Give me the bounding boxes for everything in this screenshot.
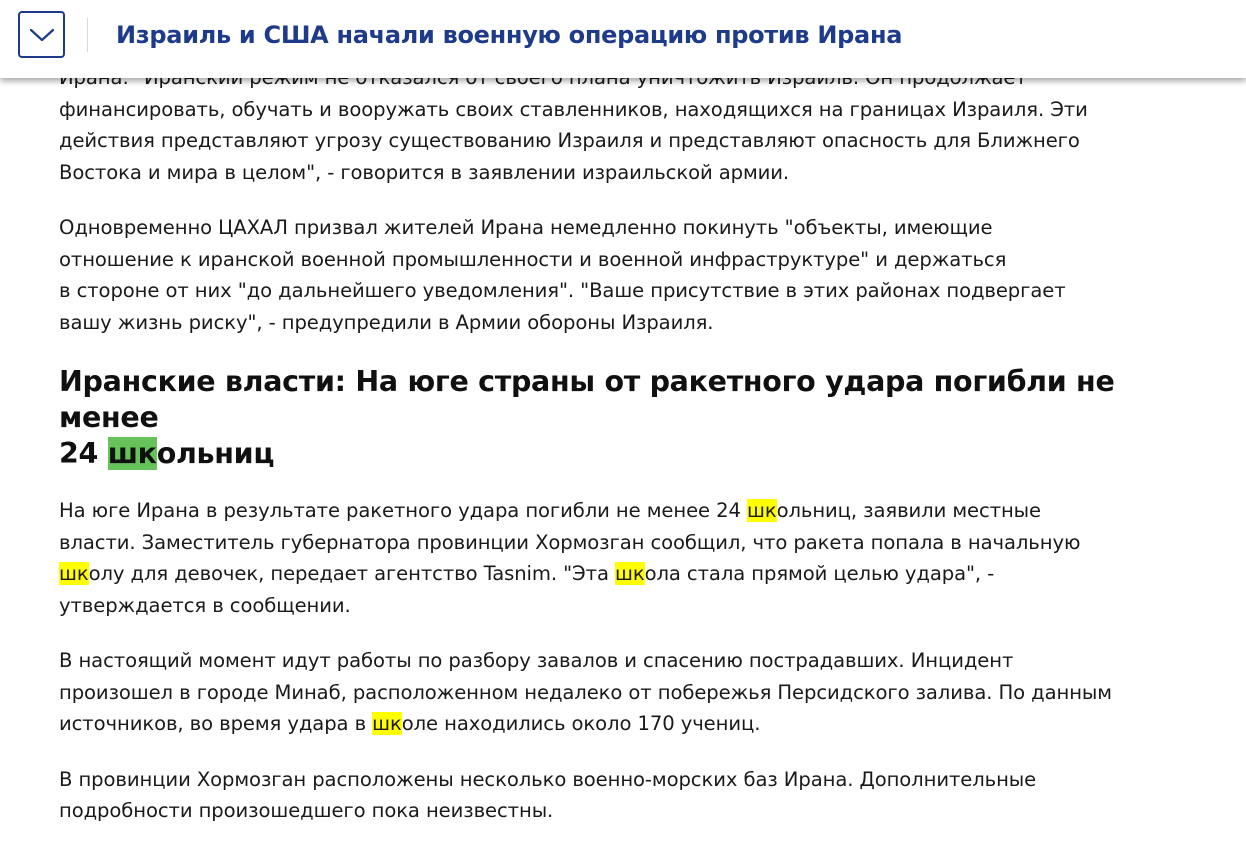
paragraph-line: отношение к иранской военной промышленности и военной инфраструктуре" и держаться	[59, 247, 1007, 271]
paragraph-line: финансировать, обучать и вооружать своих ставленников, находящихся на границах Израиля. Эти	[59, 97, 1088, 121]
collapse-button[interactable]	[18, 11, 65, 58]
paragraph-line: вашу жизнь риску", - предупредили в Армии обороны Израиля.	[59, 310, 714, 334]
search-match: шк	[746, 499, 777, 522]
article-paragraph: На юге Ирана в результате ракетного удара погибли не менее 24 школьниц, заявили местные власти. Заместитель губернатора провинции Хормозган сообщил, что ракета попала в начальную школу для девочек, передает агентство Tasnim. "Эта школа стала прямой целью удара", - утверждается в сообщении.	[59, 499, 1081, 617]
article-paragraph: В провинции Хормозган расположены несколько военно-морских баз Ирана. Дополнительные подробности произошедшего пока неизвестны.	[59, 767, 1037, 822]
chevron-down-icon	[29, 27, 55, 43]
article-paragraph	[59, 212, 1209, 338]
article-paragraph	[59, 62, 1209, 188]
article-paragraph: В настоящий момент идут работы по разбору завалов и спасению пострадавших. Инцидент произошел в городе Минаб, расположенном недалеко от побережья Персидского залива. По данным источников, во время удара в школе находились около 170 учениц.	[59, 649, 1112, 735]
header-divider	[87, 18, 88, 52]
paragraph-line: Востока и мира в целом", - говорится в заявлении израильской армии.	[59, 160, 790, 184]
paragraph-line: действия представляют угрозу существованию Израиля и представляют опасность для Ближнего	[59, 129, 1080, 152]
sticky-header	[0, 0, 1246, 78]
search-match: шк	[59, 562, 89, 585]
header-title: Израиль и США начали военную операцию против Ирана	[116, 21, 903, 49]
search-match-current: шк	[107, 437, 157, 470]
section-heading: Иранские власти: На юге страны от ракетного удара погибли не менее 24 школьниц	[59, 365, 1115, 470]
search-match: шк	[615, 562, 645, 585]
paragraph-line: Одновременно ЦАХАЛ призвал жителей Ирана немедленно покинуть "объекты, имеющие	[59, 216, 993, 239]
article-body	[59, 62, 1209, 851]
search-match: шк	[372, 712, 402, 735]
paragraph-line: в стороне от них "до дальнейшего уведомления". "Ваше присутствие в этих районах подвергает	[59, 279, 1066, 302]
